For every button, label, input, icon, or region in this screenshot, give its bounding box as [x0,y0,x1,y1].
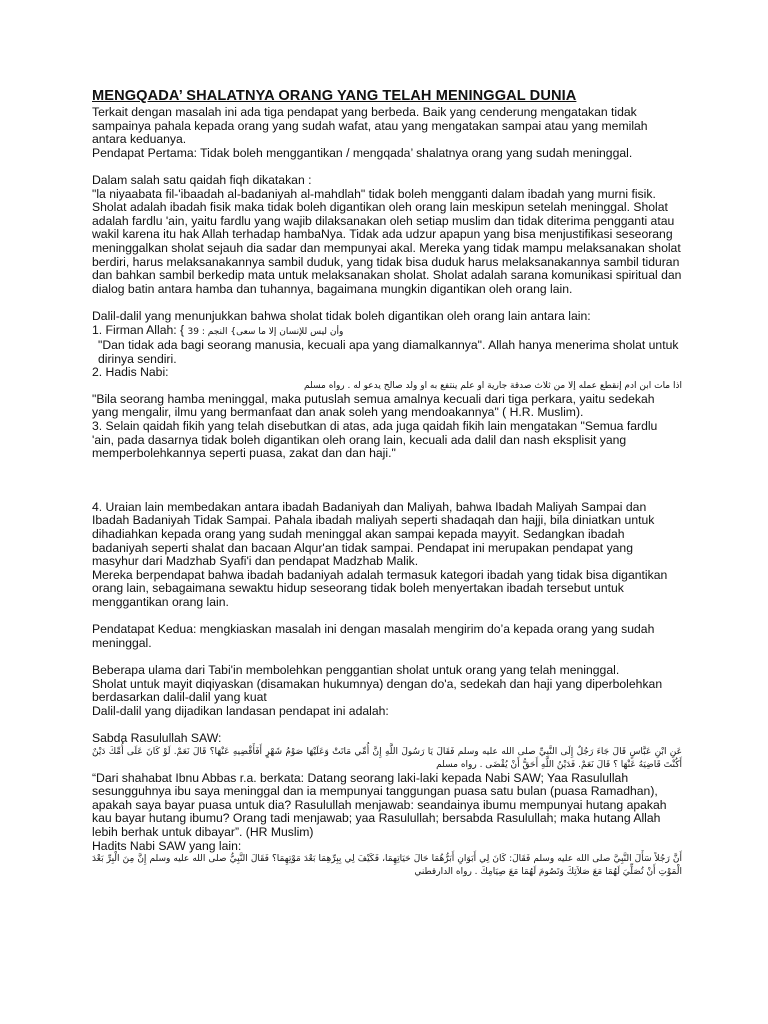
qiyas-paragraph: Sholat untuk mayit diqiyaskan (disamakan hukumnya) dengan do'a, sedekah dan haji yang diperbolehkan berdasarkan dalil-dalil yang kuat [92,676,663,705]
hadis2-arabic: أَنَّ رَجُلاً سَأَلَ النَّبِيَّ صلى الله عليه وسلم فَقَالَ: كَانَ لِي أَبَوَانِ أَبَرُّهُمَا حَالَ حَيَاتِهِمَا، فَكَيْفَ لِي بِبِرِّهِمَا بَعْدَ مَوْتِهِمَا؟ فَقَالَ النَّبِيُّ صلى الله عليه وسلم إِنَّ مِنَ الْبِرِّ بَعْدَ الْمَوْتِ أَنْ تُصَلِّيَ لَهُمَا مَعَ صَلاَتِكَ وَتَصُومَ لَهُمَا مَعَ صِيَامِكَ . رواه الدارقطني [92,854,682,878]
landasan-paragraph: Dalil-dalil yang dijadikan landasan pendapat ini adalah: [92,703,389,718]
hadis-arabic: اذا مات ابن ادم إنقطع عمله إلا من ثلاث صدقة جارية او علم ينتفع به او ولد صالح يدعو له . رواه مسلم [304,380,682,391]
firman-arabic: وأن ليس للإنسان إلا ما سعى} النجم : 39 [187,326,344,337]
point-3: 3. Selain qaidah fikih yang telah disebutkan di atas, ada juga qaidah fikih lain mengatakan "Semua fardlu 'ain, pada dasarnya tidak boleh digantikan oleh orang lain, kecuali ada dalil dan nash eksplisit yang memperbolehkannya seperti puasa, zakat dan dan haji." [92,419,658,461]
hadis-label: 2. Hadis Nabi: [92,365,169,380]
qaidah-quote: "la niyaabata fil-'ibaadah al-badaniyah al-mahdlah" tidak boleh mengganti dalam ibadah yang murni fisik. [92,186,656,201]
firman-translation: "Dan tidak ada bagi seorang manusia, kecuali apa yang diamalkannya". Allah hanya menerima sholat untuk dirinya sendiri. [98,338,679,366]
document-page [92,88,682,879]
sabda-label: Sabda Rasulullah SAW: [92,730,222,745]
point-4: 4. Uraian lain membedakan antara ibadah Badaniyah dan Maliyah, bahwa Ibadah Maliyah Sampai dan Ibadah Badaniyah Tidak Sampai. Pahala ibadah maliyah seperti shadaqah dan hajji, bila diniatkan untuk dihadiahkan kepada orang yang sudah meninggal akan sampai kepada mayyit. Sedangkan ibadah badaniyah seperti shalat dan bacaan Alqur'an tidak sampai. Pendapat ini merupakan pendapat yang masyhur dari Madzhab Syafi'i dan pendapat Madzhab Malik. [92,499,655,569]
sholat-paragraph: Sholat adalah ibadah fisik maka tidak boleh digantikan oleh orang lain meskipun setelah meninggal. Sholat adalah fardlu 'ain, yaitu fardlu yang wajib dilaksanakan oleh setiap muslim dan tidak diterima pengganti atau wakil karena itu hak Allah terhadap hambaNya. Tidak ada udzur apapun yang bisa menjustifikasi seseorang meninggalkan sholat sejauh dia sadar dan mempunyai akal. Mereka yang tidak mampu melaksanakan sholat berdiri, harus melaksanakannya sambil duduk, yang tidak bisa duduk harus melaksanakannya sambil tiduran dan bahkan sambil berkedip mata untuk melaksanakan sholat. Sholat adalah sarana komunikasi spiritual dan dialog batin antara hamba dan tuhannya, bagaimana mungkin digantikan oleh orang lain. [92,200,682,296]
page-title: MENGQADA’ SHALATNYA ORANG YANG TELAH MENINGGAL DUNIA [92,88,577,104]
firman-label: 1. Firman Allah: { [92,322,185,337]
sabda-translation: “Dari shahabat Ibnu Abbas r.a. berkata: Datang seorang laki-laki kepada Nabi SAW; Yaa Rasulullah sesungguhnya ibu saya meninggal dan ia mempunyai tanggungan puasa satu bulan (puasa Ramadhan), apakah saya bayar puasa untuk dia? Rasulullah menjawab: seandainya ibumu mempunyai hutang apakah kau bayar hutang ibumu? Orang tadi menjawab; yaa Rasulullah; bersabda Rasulullah; maka hutang Allah lebih berhak untuk dibayar”. (HR Muslim) [92,770,667,839]
pendapat-kedua: Pendatapat Kedua: mengkiaskan masalah ini dengan masalah mengirim do’a kepada orang yang sudah meninggal. [92,622,655,650]
hadis2-label: Hadits Nabi SAW yang lain: [92,838,242,853]
tabiin-paragraph: Beberapa ulama dari Tabi'in membolehkan penggantian sholat untuk orang yang telah meninggal. [92,662,620,677]
hadis-translation: "Bila seorang hamba meninggal, maka putuslah semua amalnya kecuali dari tiga perkara, yaitu sedekah yang mengalir, ilmu yang bermanfaat dan anak soleh yang mendoakannya" ( H.R. Muslim). [92,391,655,420]
qaidah-intro: Dalam salah satu qaidah fiqh dikatakan : [92,172,312,187]
point-4-continued: Mereka berpendapat bahwa ibadah badaniyah adalah termasuk kategori ibadah yang tidak bisa digantikan orang lain, sebagaimana sewaktu hidup seseorang tidak boleh menyertakan ibadah tersebut untuk menggantikan orang lain. [92,567,668,609]
firman-line [92,324,682,340]
pendapat-pertama: Pendapat Pertama: Tidak boleh menggantikan / mengqada’ shalatnya orang yang sudah meninggal. [92,145,633,160]
intro-paragraph: Terkait dengan masalah ini ada tiga pendapat yang berbeda. Baik yang cenderung mengatakan tidak sampainya pahala kepada orang yang sudah wafat, atau yang mengatakan sampai atau yang memilah antara keduanya. [92,105,648,147]
dalil-intro: Dalil-dalil yang menunjukkan bahwa sholat tidak boleh digantikan oleh orang lain antara lain: [92,308,591,323]
sabda-arabic: عَنِ ابْنِ عَبَّاسٍ قَالَ جَاءَ رَجُلٌ إِلَى النَّبِيِّ صلى الله عليه وسلم فَقَالَ يَا رَسُولَ اللَّهِ إِنَّ أُمِّي مَاتَتْ وَعَلَيْهَا صَوْمُ شَهْرٍ أَفَأَقْضِيهِ عَنْهَا؟ قَالَ نَعَمْ. لَوْ كَانَ عَلَى أُمِّكَ دَيْنٌ أَكُنْتَ قَاضِيَهُ عَنْهَا ؟ قَالَ نَعَمْ. فَدَيْنُ اللَّهِ أَحَقُّ أَنْ يُقْضَى . رواه مسلم [92,746,682,770]
